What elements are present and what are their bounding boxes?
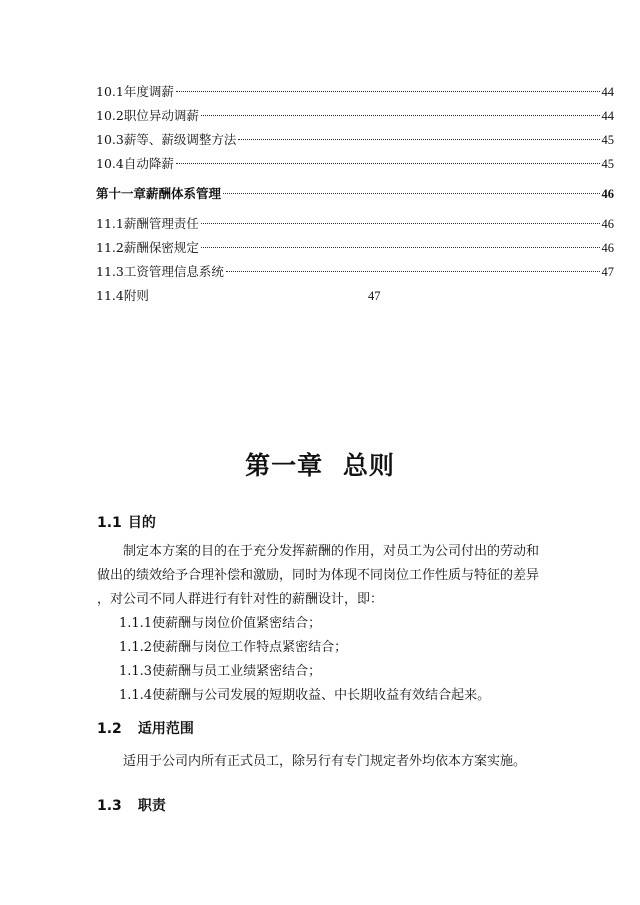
toc-entry-page: 47: [368, 289, 381, 303]
toc-entry-page: 45: [601, 157, 614, 171]
toc-entry-page: 47: [601, 265, 614, 279]
toc-entry-page: 46: [601, 187, 614, 201]
list-item: 1.1.1使薪酬与岗位价值紧密结合；: [119, 616, 322, 631]
toc-leader-dots: [223, 193, 599, 194]
section-title: 适用范围: [137, 721, 194, 737]
paragraph-line: 做出的绩效给予合理补偿和激励，同时为体现不同岗位工作性质与特征的差异: [97, 568, 540, 583]
toc-entry-page: 45: [601, 133, 614, 147]
toc-leader-dots: [201, 223, 600, 224]
toc-entry-page: 44: [601, 109, 614, 123]
toc-entry[interactable]: [96, 80, 614, 104]
toc-entry[interactable]: [96, 212, 614, 236]
toc-entry-label: 11.4附则: [96, 288, 149, 303]
section-number: 1.2: [97, 721, 122, 737]
list-item: 1.1.4使薪酬与公司发展的短期收益、中长期收益有效结合起来。: [119, 688, 491, 703]
toc-entry-label: 10.1年度调薪: [96, 84, 174, 99]
toc-leader-dots: [201, 247, 600, 248]
toc-entry[interactable]: [96, 284, 614, 308]
section-number: 1.3: [97, 798, 122, 814]
toc-entry[interactable]: [96, 260, 614, 284]
toc-entry-label: 11.2薪酬保密规定: [96, 240, 199, 255]
list-item: 1.1.2使薪酬与岗位工作特点紧密结合；: [119, 640, 348, 655]
toc-leader-dots: [238, 139, 599, 140]
section-heading: [97, 512, 156, 532]
toc-entry-page: 44: [601, 85, 614, 99]
paragraph-line: ，对公司不同人群进行有针对性的薪酬设计，即：: [97, 592, 384, 607]
toc-leader-dots: [201, 115, 600, 116]
table-of-contents: [96, 80, 614, 308]
paragraph-line: 制定本方案的目的在于充分发挥薪酬的作用，对员工为公司付出的劳动和: [123, 544, 540, 559]
toc-entry-label: 10.2职位异动调薪: [96, 108, 199, 123]
paragraph-line: 适用于公司内所有正式员工，除另行有专门规定者外均依本方案实施。: [123, 754, 527, 769]
toc-entry-label: 11.1薪酬管理责任: [96, 216, 199, 231]
section-heading: [97, 718, 194, 738]
scope-paragraph: [97, 750, 557, 774]
toc-entry-label: 10.3薪等、薪级调整方法: [96, 132, 237, 147]
toc-entry[interactable]: [96, 104, 614, 128]
toc-entry[interactable]: [96, 152, 614, 176]
section-heading: [97, 795, 166, 815]
toc-leader-dots: [176, 163, 600, 164]
section-title: 目的: [127, 515, 156, 531]
toc-entry[interactable]: [96, 128, 614, 152]
toc-leader-dots: [176, 91, 600, 92]
toc-entry-page: 46: [601, 241, 614, 255]
chapter-title: 第一章 总则: [245, 451, 395, 480]
toc-entry-label: 第十一章薪酬体系管理: [96, 186, 222, 201]
purpose-paragraph: [97, 540, 557, 708]
section-title: 职责: [137, 798, 166, 814]
toc-entry-label: 11.3工资管理信息系统: [96, 264, 224, 279]
toc-entry-page: 46: [601, 217, 614, 231]
toc-leader-dots: [226, 271, 600, 272]
toc-chapter-entry[interactable]: [96, 182, 614, 206]
section-number: 1.1: [97, 515, 122, 531]
toc-entry-label: 10.4自动降薪: [96, 156, 174, 171]
list-item: 1.1.3使薪酬与员工业绩紧密结合；: [119, 664, 322, 679]
toc-entry[interactable]: [96, 236, 614, 260]
